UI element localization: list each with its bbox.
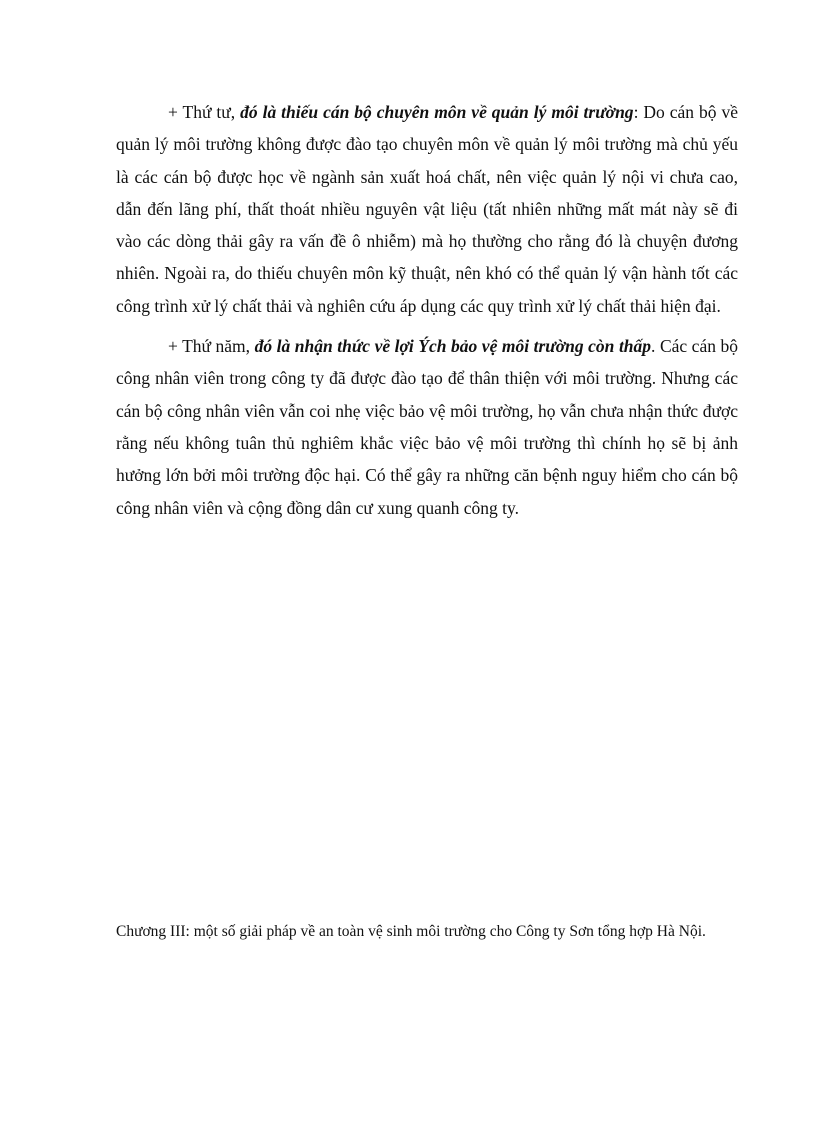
- paragraph-text: : Do cán bộ về quản lý môi trường không được đào tạo chuyên môn về quản lý môi trường mà chủ yếu là các cán bộ được học về ngành sản xuất hoá chất, nên việc quản lý nội vi chưa cao, dẫn đến lãng phí, thất thoát nhiều nguyên vật liệu (tất nhiên những mất mát này sẽ đi vào các dòng thải gây ra vấn đề ô nhiễm) mà họ thường cho rằng đó là chuyện đương nhiên. Ngoài ra, do thiếu chuyên môn kỹ thuật, nên khó có thể quản lý vận hành tốt các công trình xử lý chất thải và nghiên cứu áp dụng các quy trình xử lý chất thải hiện đại.: [116, 102, 738, 316]
- paragraph-fifth-issue: [116, 330, 738, 524]
- body-text: [116, 96, 738, 524]
- paragraph-emphasis: đó là thiếu cán bộ chuyên môn về quản lý môi trường: [240, 102, 634, 122]
- paragraph-emphasis: đó là nhận thức về lợi Ých bảo vệ môi trường còn thấp: [254, 336, 652, 357]
- paragraph-lead: + Thứ năm,: [168, 336, 255, 357]
- paragraph-lead: + Thứ tư,: [168, 102, 241, 122]
- chapter-heading: Chương III: một số giải pháp về an toàn vệ sinh môi trường cho Công ty Sơn tổng hợp Hà Nội.: [116, 923, 706, 940]
- paragraph-text: . Các cán bộ công nhân viên trong công ty đã được đào tạo để thân thiện với môi trường. Nhưng các cán bộ công nhân viên vẫn coi nhẹ việc bảo vệ môi trường, họ vẫn chưa nhận thức được rằng nếu không tuân thủ nghiêm khắc việc bảo vệ môi trường thì chính họ sẽ bị ảnh hưởng lớn bởi môi trường độc hại. Có thể gây ra những căn bệnh nguy hiểm cho cán bộ công nhân viên và cộng đồng dân cư xung quanh công ty.: [116, 336, 738, 518]
- paragraph-fourth-issue: [116, 96, 738, 322]
